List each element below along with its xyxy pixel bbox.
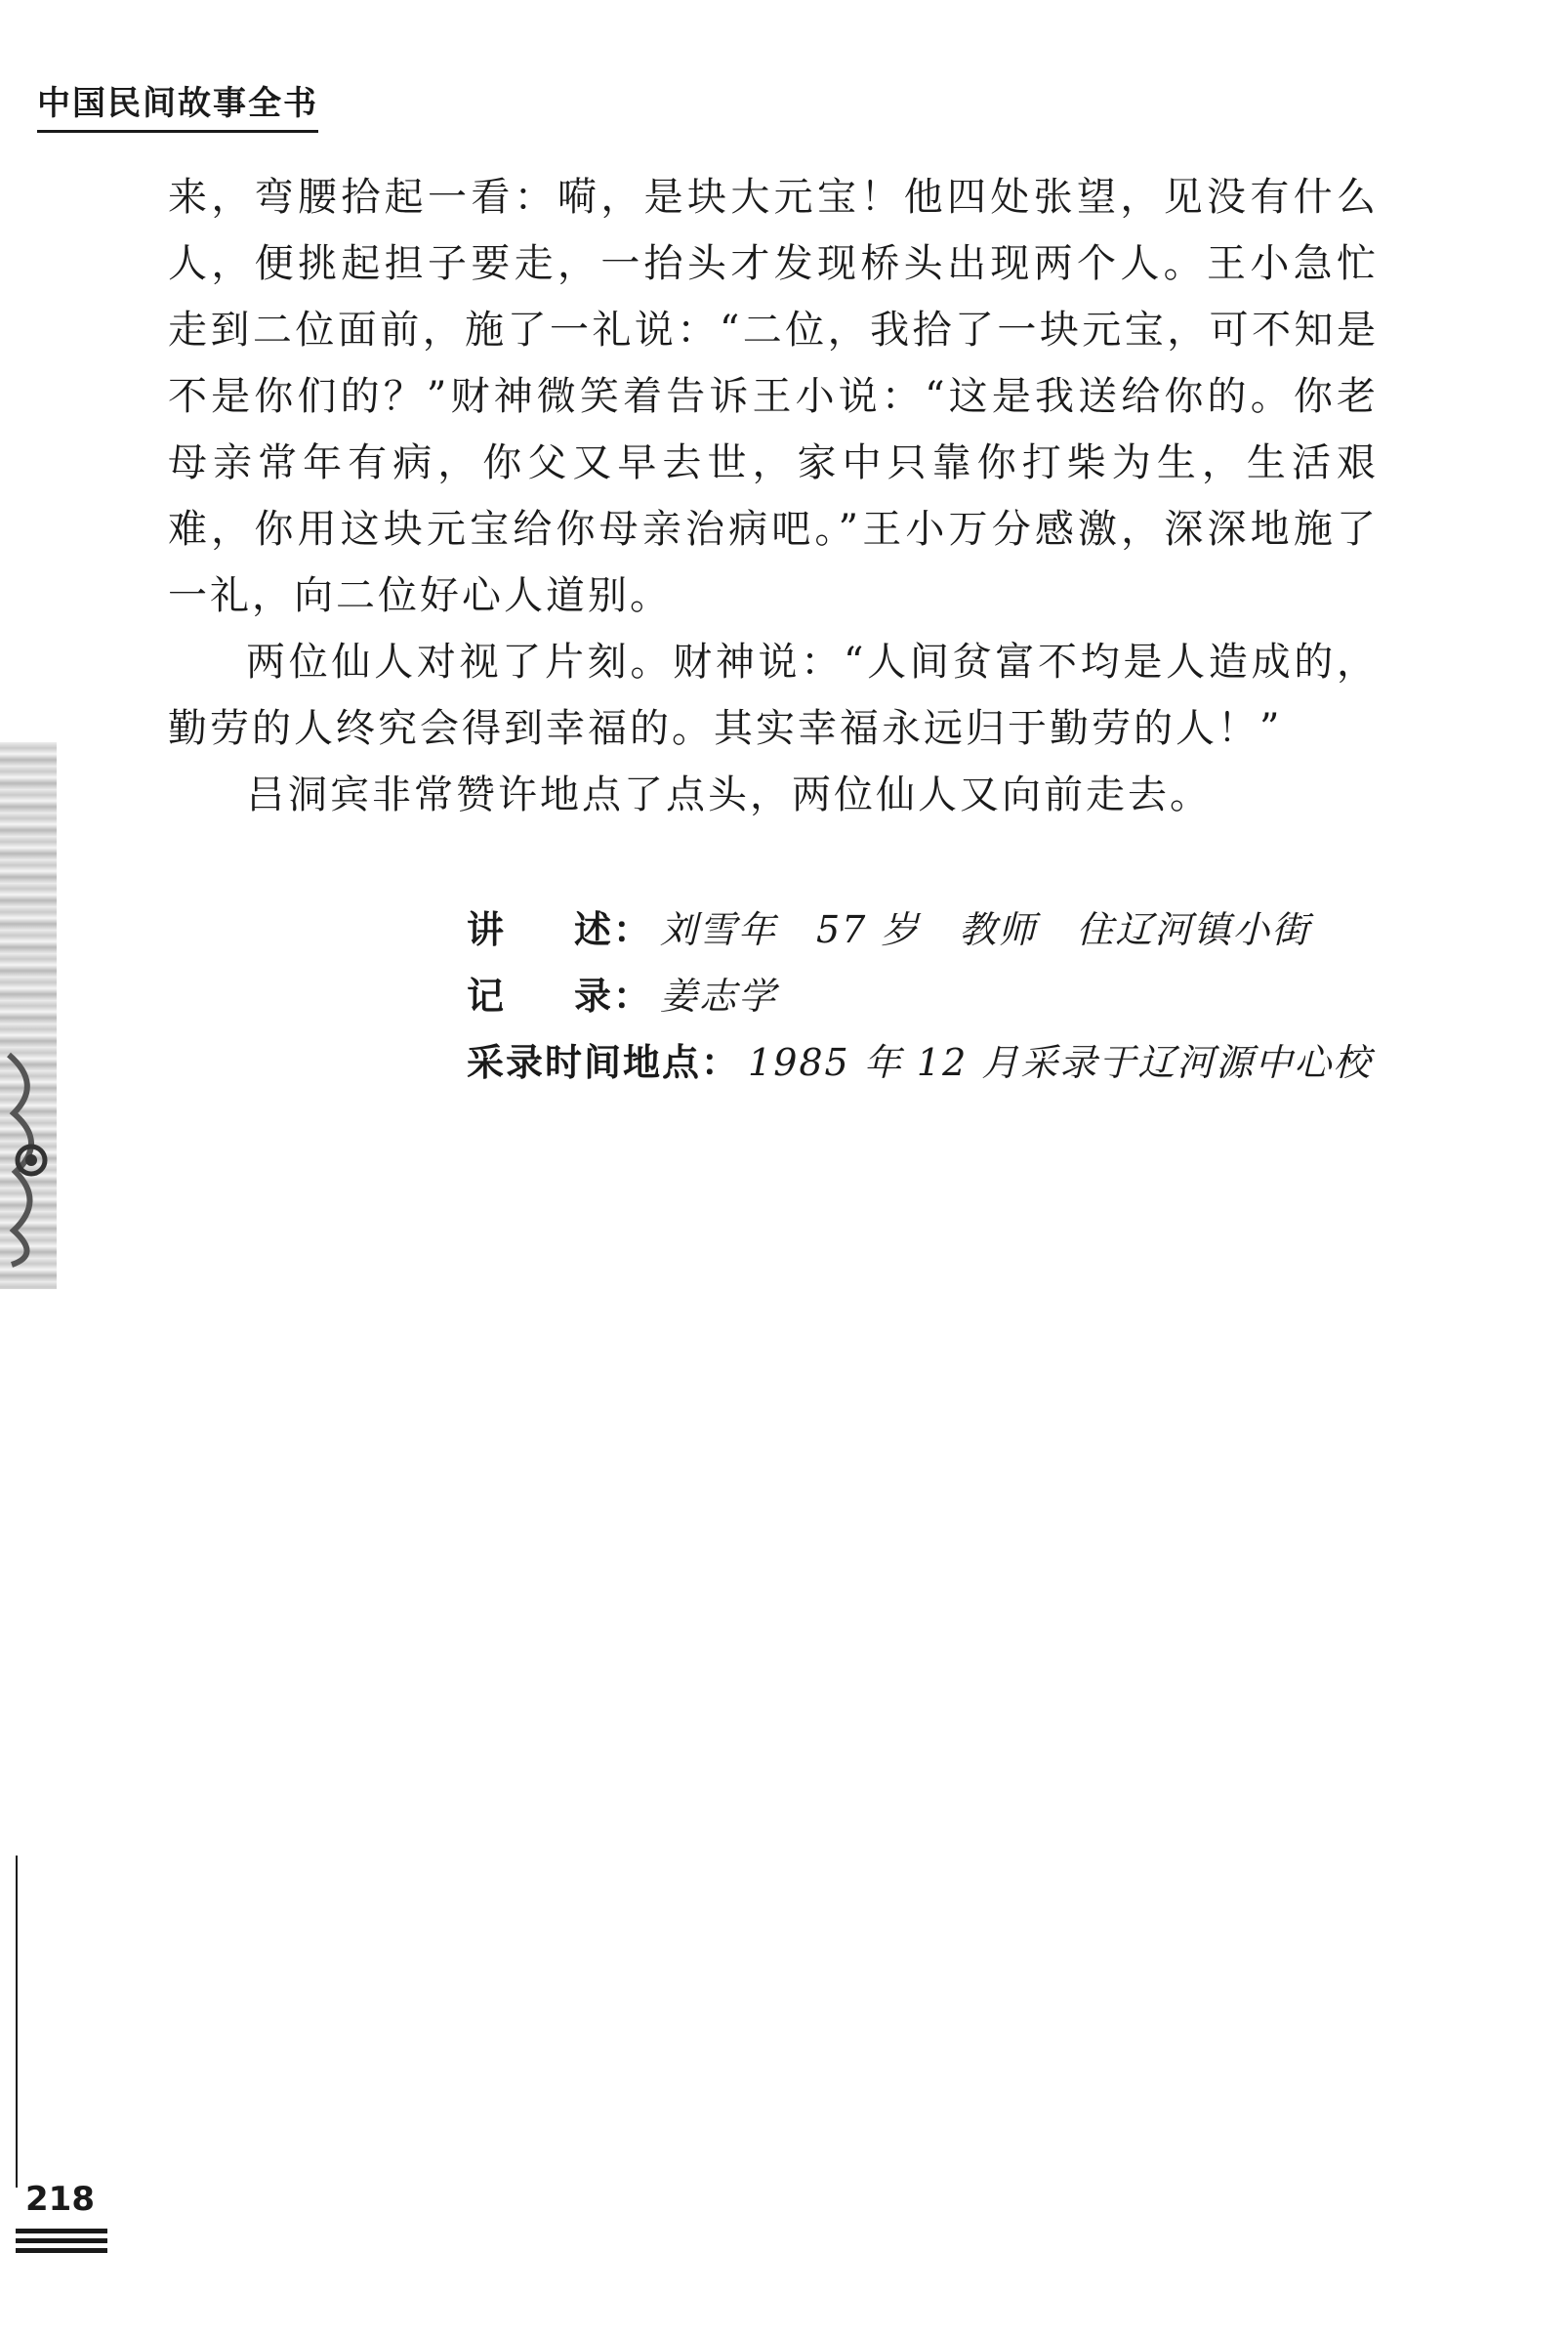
time-place-row [467, 1029, 1372, 1096]
page-number-bars [16, 2229, 107, 2258]
story-credits [467, 897, 1372, 1096]
time-place-value: 1985 年 12 月采录于辽河源中心校 [748, 1041, 1373, 1084]
time-place-label: 采录时间地点： [467, 1041, 741, 1084]
recorder-value: 姜志学 [660, 975, 778, 1018]
paragraph-3: 吕洞宾非常赞许地点了点头，两位仙人又向前走去。 [246, 772, 1212, 817]
left-margin-rule [16, 1856, 18, 2188]
page-number: 218 [25, 2180, 95, 2219]
paragraph-1: 来，弯腰拾起一看：嗬，是块大元宝！他四处张望，见没有什么人，便挑起担子要走，一抬头才发现桥头出现两个人。王小急忙走到二位面前，施了一礼说：“二位，我拾了一块元宝，可不知是不是你们的？”财神微笑着告诉王小说：“这是我送给你的。你老母亲常年有病，你父又早去世，家中只靠你打柴为生，生活艰难，你用这块元宝给你母亲治病吧。”王小万分感激，深深地施了一礼，向二位好心人道别。 [168, 175, 1379, 618]
decorative-ornament-icon [4, 1045, 53, 1270]
book-series-title: 中国民间故事全书 [37, 76, 318, 133]
story-body [168, 164, 1379, 828]
recorder-label: 记 录： [467, 975, 652, 1018]
narrator-row [467, 897, 1372, 963]
narrator-label: 讲 述： [467, 908, 652, 951]
recorder-row [467, 963, 1372, 1029]
narrator-value: 刘雪年 57 岁 教师 住辽河镇小街 [660, 908, 1311, 951]
paragraph-2: 两位仙人对视了片刻。财神说：“人间贫富不均是人造成的，勤劳的人终究会得到幸福的。其实幸福永远归于勤劳的人！” [168, 640, 1379, 751]
